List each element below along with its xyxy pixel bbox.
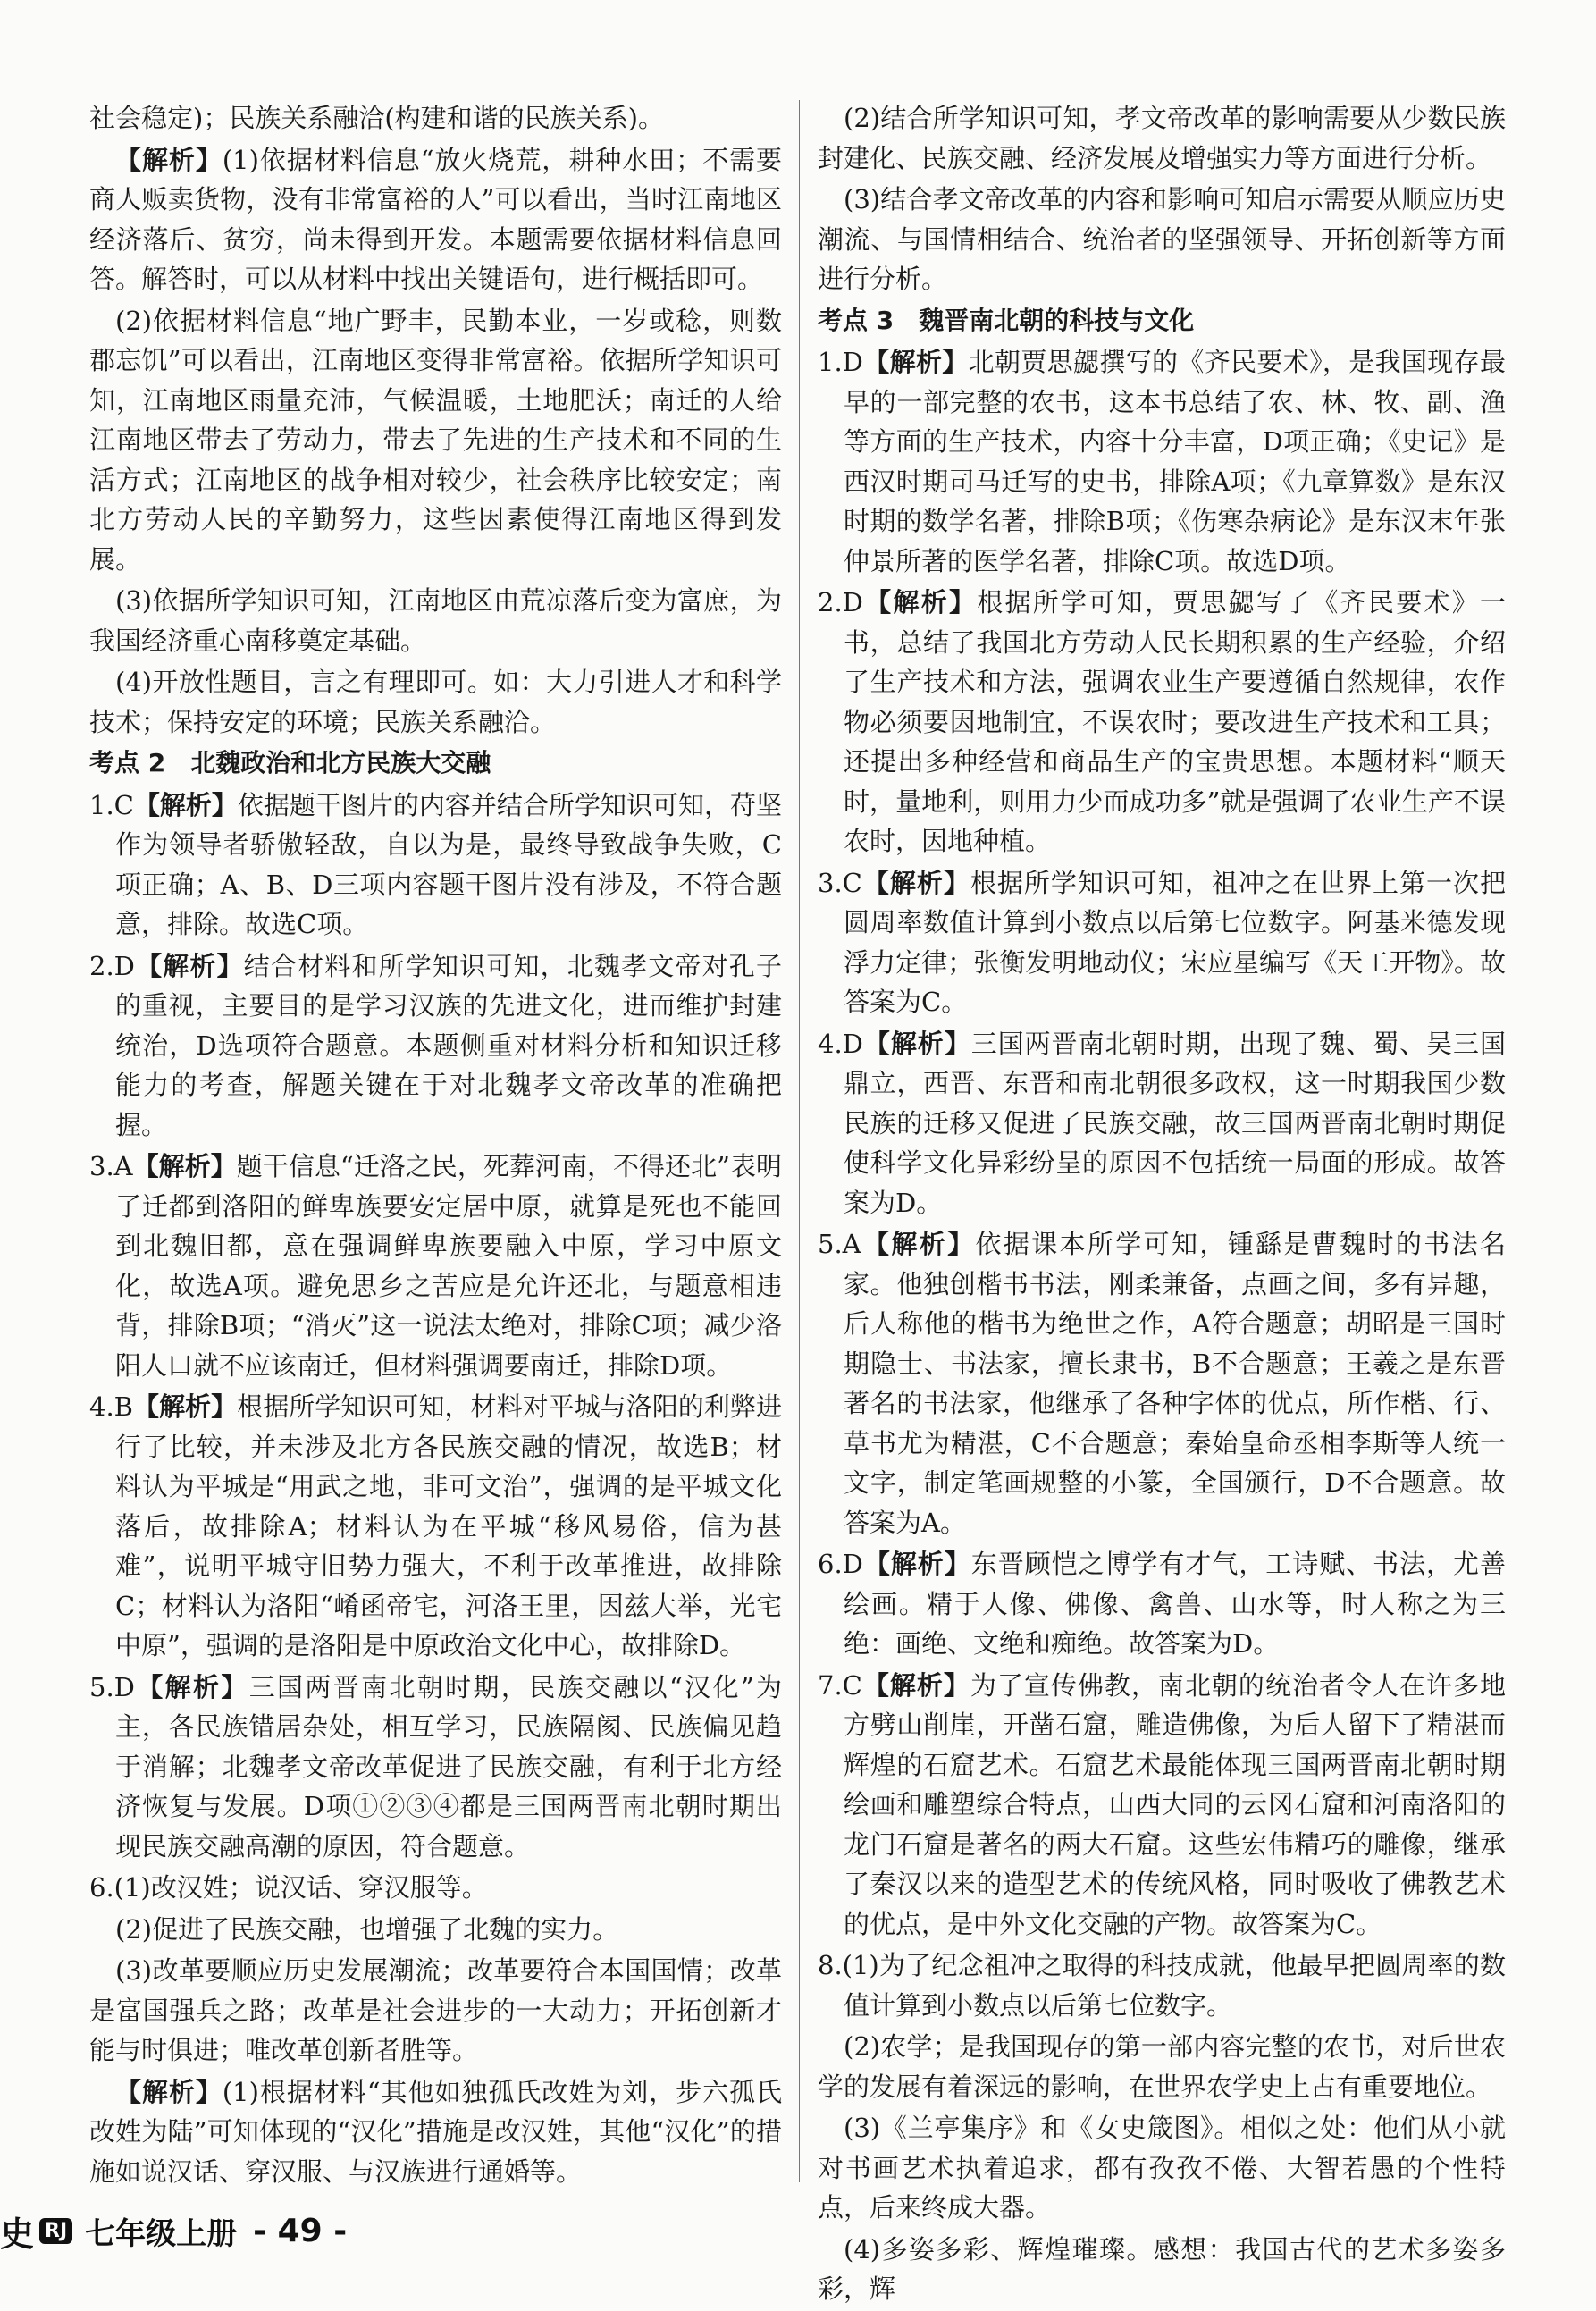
item-number: 5.D bbox=[89, 1671, 135, 1702]
answer-paragraph: (3)《兰亭集序》和《女史箴图》。相似之处：他们从小就对书画艺术执着追求，都有孜孜不倦、大智若愚的个性特点，后来终成大器。 bbox=[818, 2113, 1506, 2223]
continued-text: 社会稳定)；民族关系融洽(构建和谐的民族关系)。 bbox=[89, 103, 664, 133]
analysis-tag: 【解析】 bbox=[132, 1151, 237, 1181]
analysis-paragraph bbox=[89, 2072, 782, 2192]
analysis-tag: 【解析】 bbox=[115, 144, 223, 175]
page-footer bbox=[0, 2206, 347, 2256]
item-number: 2.D bbox=[818, 587, 863, 618]
answer-item bbox=[89, 946, 782, 1146]
grade-label: 七年级上册 bbox=[85, 2215, 238, 2252]
analysis-tag: 【解析】 bbox=[134, 1671, 249, 1702]
answer-paragraph: (3)改革要顺应历史发展潮流；改革要符合本国国情；改革是富国强兵之路；改革是社会进步的一大动力；开拓创新才能与时俱进；唯改革创新者胜等。 bbox=[89, 1955, 782, 2065]
answer-paragraph: (4)多姿多彩、辉煌璀璨。感想：我国古代的艺术多姿多彩，辉 bbox=[818, 2233, 1506, 2304]
analysis-tag: 【解析】 bbox=[133, 789, 238, 820]
answer-item bbox=[89, 1147, 782, 1385]
page-number: - 49 - bbox=[253, 2212, 348, 2249]
item-number: 3.A bbox=[89, 1151, 133, 1181]
item-text: 依据课本所学可知，锺繇是曹魏时的书法名家。他独创楷书书法，刚柔兼备，点画之间，多有异趣，后人称他的楷书为绝世之作，A符合题意；胡昭是三国时期隐士、书法家，擅长隶书，B不合题意；王羲之是东晋著名的书法家，他继承了各种字体的优点，所作楷、行、草书尤为精湛，C不合题意；秦始皇命丞相李斯等人统一文字，制定笔画规整的小篆，全国颁行，D不合题意。故答案为A。 bbox=[844, 1229, 1506, 1538]
answer-paragraph: (2)农学；是我国现存的第一部内容完整的农书，对后世农学的发展有着深远的影响，在世界农学史上占有重要地位。 bbox=[818, 2031, 1506, 2102]
item-text: 根据所学知识可知，祖冲之在世界上第一次把圆周率数值计算到小数点以后第七位数字。阿基米德发现浮力定律；张衡发明地动仪；宋应星编写《天工开物》。故答案为C。 bbox=[844, 867, 1506, 1017]
paragraph-text: (1)根据材料“其他如独孤氏改姓为刘，步六孤氏改姓为陆”可知体现的“汉化”措施是改汉姓，其他“汉化”的措施如说汉话、穿汉服、与汉族进行通婚等。 bbox=[89, 2076, 782, 2187]
answer-item bbox=[818, 583, 1506, 861]
item-text: 三国两晋南北朝时期，出现了魏、蜀、吴三国鼎立，西晋、东晋和南北朝很多政权，这一时期我国少数民族的迁移又促进了民族交融，故三国两晋南北朝时期促使科学文化异彩纷呈的原因不包括统一局面的形成。故答案为D。 bbox=[844, 1028, 1506, 1218]
item-number: 3.C bbox=[818, 867, 862, 898]
item-text: 结合材料和所学知识可知，北魏孝文帝对孔子的重视，主要目的是学习汉族的先进文化，进而维护封建统治，D选项符合题意。本题侧重对材料分析和知识迁移能力的考查，解题关键在于对北魏孝文帝改革的准确把握。 bbox=[115, 950, 782, 1140]
item-number: 1.C bbox=[89, 789, 134, 820]
item-number: 6.D bbox=[818, 1549, 863, 1579]
analysis-paragraph bbox=[89, 140, 782, 299]
edition-badge: RJ bbox=[39, 2218, 72, 2244]
answer-paragraph: (2)结合所学知识可知，孝文帝改革的影响需要从少数民族封建化、民族交融、经济发展及增强实力等方面进行分析。 bbox=[818, 103, 1506, 173]
analysis-tag: 【解析】 bbox=[862, 347, 969, 377]
right-column bbox=[818, 98, 1506, 2311]
item-text: 三国两晋南北朝时期，民族交融以“汉化”为主，各民族错居杂处，相互学习，民族隔阂、民族偏见趋于消解；北魏孝文帝改革促进了民族交融，有利于北方经济恢复与发展。D项①②③④都是三国两晋南北朝时期出现民族交融高潮的原因，符合题意。 bbox=[115, 1671, 782, 1861]
analysis-tag: 【解析】 bbox=[132, 1391, 238, 1422]
answer-paragraph: (2)依据材料信息“地广野丰，民勤本业，一岁或稔，则数郡忘饥”可以看出，江南地区变得非常富裕。依据所学知识可知，江南地区雨量充沛，气候温暖，土地肥沃；南迁的人给江南地区带去了劳动力，带去了先进的生产技术和不同的生活方式；江南地区的战争相对较少，社会秩序比较安定；南北方劳动人民的辛勤努力，这些因素使得江南地区得到发展。 bbox=[89, 305, 782, 575]
answer-item bbox=[818, 1024, 1506, 1223]
item-number: 5.A bbox=[818, 1229, 861, 1259]
answer-item bbox=[89, 1387, 782, 1666]
analysis-tag: 【解析】 bbox=[862, 1028, 971, 1059]
item-number: 1.D bbox=[818, 347, 863, 377]
section-heading: 考点 3 魏晋南北朝的科技与文化 bbox=[818, 305, 1195, 335]
item-text: (1)改汉姓；说汉话、穿汉服等。 bbox=[113, 1872, 488, 1903]
answer-paragraph: (3)依据所学知识可知，江南地区由荒凉落后变为富庶，为我国经济重心南移奠定基础。 bbox=[89, 585, 782, 656]
analysis-tag: 【解析】 bbox=[134, 950, 244, 981]
column-divider bbox=[799, 100, 800, 2182]
analysis-tag: 【解析】 bbox=[862, 1549, 971, 1579]
analysis-tag: 【解析】 bbox=[861, 1229, 976, 1259]
answer-item bbox=[89, 1868, 782, 1908]
item-text: 题干信息“迁洛之民，死葬河南，不得还北”表明了迁都到洛阳的鲜卑族要安定居中原，就算是死也不能回到北魏旧都，意在强调鲜卑族要融入中原，学习中原文化，故选A项。避免思乡之苦应是允许还北，与题意相违背，排除B项；“消灭”这一说法太绝对，排除C项；减少洛阳人口就不应该南迁，但材料强调要南迁，排除D项。 bbox=[115, 1151, 782, 1381]
item-text: 根据所学知识可知，材料对平城与洛阳的利弊进行了比较，并未涉及北方各民族交融的情况，故选B；材料认为平城是“用武之地，非可文治”，强调的是平城文化落后，故排除A；材料认为在平城“移风易俗，信为甚难”，说明平城守旧势力强大，不利于改革推进，故排除C；材料认为洛阳“崤函帝宅，河洛王里，因兹大举，光宅中原”，强调的是洛阳是中原政治文化中心，故排除D。 bbox=[115, 1391, 782, 1660]
answer-item bbox=[818, 863, 1506, 1022]
item-number: 6. bbox=[89, 1872, 114, 1903]
item-text: 北朝贾思勰撰写的《齐民要术》，是我国现存最早的一部完整的农书，这本书总结了农、林、牧、副、渔等方面的生产技术，内容十分丰富，D项正确；《史记》是西汉时期司马迁写的史书，排除A项；《九章算数》是东汉时期的数学名著，排除B项；《伤寒杂病论》是东汉末年张仲景所著的医学名著，排除C项。故选D项。 bbox=[844, 347, 1506, 576]
answer-item bbox=[818, 342, 1506, 581]
answer-paragraph: (3)结合孝文帝改革的内容和影响可知启示需要从顺应历史潮流、与国情相结合、统治者的坚强领导、开拓创新等方面进行分析。 bbox=[818, 184, 1506, 294]
item-text: 依据题干图片的内容并结合所学知识可知，苻坚作为领导者骄傲轻敌，自以为是，最终导致战争失败，C项正确；A、B、D三项内容题干图片没有涉及，不符合题意，排除。故选C项。 bbox=[115, 789, 782, 939]
paragraph-text: (1)依据材料信息“放火烧荒，耕种水田；不需要商人贩卖货物，没有非常富裕的人”可以看出，当时江南地区经济落后、贫穷，尚未得到开发。本题需要依据材料信息回答。解答时，可以从材料中找出关键语句，进行概括即可。 bbox=[89, 144, 782, 294]
answer-item bbox=[89, 1668, 782, 1867]
item-number: 2.D bbox=[89, 950, 135, 981]
analysis-tag: 【解析】 bbox=[115, 2076, 223, 2107]
left-column bbox=[89, 98, 782, 2193]
item-text: 东晋顾恺之博学有才气，工诗赋、书法，尤善绘画。精于人像、佛像、禽兽、山水等，时人称之为三绝：画绝、文绝和痴绝。故答案为D。 bbox=[844, 1549, 1506, 1659]
section-heading: 考点 2 北魏政治和北方民族大交融 bbox=[89, 748, 491, 777]
answer-item bbox=[818, 1224, 1506, 1542]
item-number: 8. bbox=[818, 1950, 843, 1980]
analysis-tag: 【解析】 bbox=[862, 587, 978, 618]
item-number: 7.C bbox=[818, 1669, 862, 1701]
item-text: (1)为了纪念祖冲之取得的科技成就，他最早把圆周率的数值计算到小数点以后第七位数字。 bbox=[842, 1950, 1506, 2021]
item-number: 4.D bbox=[818, 1028, 863, 1059]
analysis-tag: 【解析】 bbox=[861, 1669, 970, 1701]
answer-item bbox=[89, 786, 782, 945]
answer-item bbox=[818, 1544, 1506, 1664]
subject-label: 史 bbox=[0, 2214, 35, 2254]
item-number: 4.B bbox=[89, 1391, 133, 1422]
analysis-tag: 【解析】 bbox=[861, 867, 970, 898]
answer-paragraph: (4)开放性题目，言之有理即可。如：大力引进人才和科学技术；保持安定的环境；民族关系融洽。 bbox=[89, 667, 782, 737]
answer-item bbox=[818, 1666, 1506, 1945]
answer-item bbox=[818, 1945, 1506, 2025]
item-text: 为了宣传佛教，南北朝的统治者令人在许多地方劈山削崖，开凿石窟，雕造佛像，为后人留下了精湛而辉煌的石窟艺术。石窟艺术最能体现三国两晋南北朝时期绘画和雕塑综合特点，山西大同的云冈石窟和河南洛阳的龙门石窟是著名的两大石窟。这些宏伟精巧的雕像，继承了秦汉以来的造型艺术的传统风格，同时吸收了佛教艺术的优点，是中外文化交融的产物。故答案为C。 bbox=[844, 1669, 1506, 1939]
answer-paragraph: (2)促进了民族交融，也增强了北魏的实力。 bbox=[115, 1913, 619, 1945]
item-text: 根据所学可知，贾思勰写了《齐民要术》一书，总结了我国北方劳动人民长期积累的生产经验，介绍了生产技术和方法，强调农业生产要遵循自然规律，农作物必须要因地制宜，不误农时；要改进生产技术和工具；还提出多种经营和商品生产的宝贵思想。本题材料“顺天时，量地利，则用力少而成功多”就是强调了农业生产不误农时，因地种植。 bbox=[844, 587, 1506, 856]
